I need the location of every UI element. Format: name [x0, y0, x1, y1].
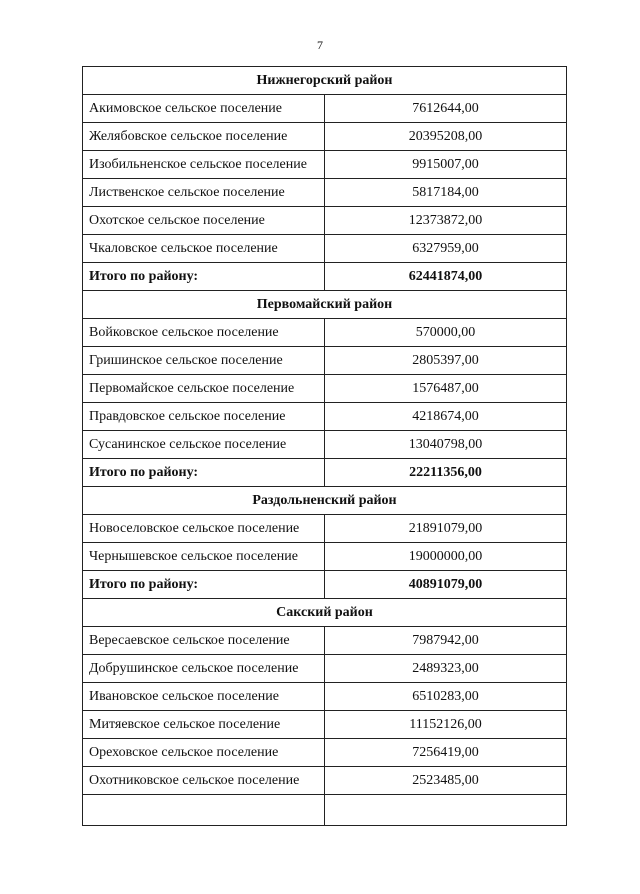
district-header: [83, 291, 567, 319]
settlement-name: Ореховское сельское поселение: [83, 739, 325, 767]
settlement-amount: 5817184,00: [325, 179, 567, 207]
settlement-name: Чкаловское сельское поселение: [83, 235, 325, 263]
settlement-name: Охотниковское сельское поселение: [83, 767, 325, 795]
table-row: [83, 431, 567, 459]
total-amount: 40891079,00: [325, 571, 567, 599]
settlement-amount: 2805397,00: [325, 347, 567, 375]
settlement-amount: 4218674,00: [325, 403, 567, 431]
settlement-amount: 12373872,00: [325, 207, 567, 235]
settlement-amount: 20395208,00: [325, 123, 567, 151]
settlement-name: Гришинское сельское поселение: [83, 347, 325, 375]
total-label: Итого по району:: [83, 459, 325, 487]
settlement-name: Изобильненское сельское поселение: [83, 151, 325, 179]
table-row: [83, 403, 567, 431]
settlement-name: Вересаевское сельское поселение: [83, 627, 325, 655]
total-label: Итого по району:: [83, 263, 325, 291]
table-row: [83, 123, 567, 151]
settlement-name: Ивановское сельское поселение: [83, 683, 325, 711]
district-title: Первомайский район: [83, 291, 567, 319]
table-row: [83, 627, 567, 655]
budget-table: [82, 66, 567, 826]
table-row: [83, 347, 567, 375]
district-title: Раздольненский район: [83, 487, 567, 515]
district-total-row: [83, 459, 567, 487]
blank-cell: [325, 795, 567, 826]
settlement-name: Войковское сельское поселение: [83, 319, 325, 347]
settlement-name: Новоселовское сельское поселение: [83, 515, 325, 543]
settlement-amount: 11152126,00: [325, 711, 567, 739]
total-amount: 62441874,00: [325, 263, 567, 291]
settlement-amount: 570000,00: [325, 319, 567, 347]
total-label: Итого по району:: [83, 571, 325, 599]
district-header: [83, 599, 567, 627]
blank-cell: [83, 795, 325, 826]
settlement-name: Правдовское сельское поселение: [83, 403, 325, 431]
district-total-row: [83, 263, 567, 291]
settlement-name: Чернышевское сельское поселение: [83, 543, 325, 571]
settlement-name: Митяевское сельское поселение: [83, 711, 325, 739]
page-number: 7: [317, 38, 323, 52]
settlement-amount: 1576487,00: [325, 375, 567, 403]
settlement-name: Акимовское сельское поселение: [83, 95, 325, 123]
table-row: [83, 95, 567, 123]
table-row: [83, 319, 567, 347]
settlement-amount: 13040798,00: [325, 431, 567, 459]
settlement-amount: 6327959,00: [325, 235, 567, 263]
settlement-name: Желябовское сельское поселение: [83, 123, 325, 151]
settlement-amount: 19000000,00: [325, 543, 567, 571]
settlement-amount: 2523485,00: [325, 767, 567, 795]
table-row: [83, 655, 567, 683]
table-row: [83, 207, 567, 235]
settlement-amount: 7612644,00: [325, 95, 567, 123]
settlement-amount: 9915007,00: [325, 151, 567, 179]
table-row: [83, 683, 567, 711]
total-amount: 22211356,00: [325, 459, 567, 487]
blank-row: [83, 795, 567, 826]
district-title: Нижнегорский район: [83, 67, 567, 95]
table-row: [83, 151, 567, 179]
table-row: [83, 711, 567, 739]
settlement-name: Сусанинское сельское поселение: [83, 431, 325, 459]
table-row: [83, 179, 567, 207]
settlement-amount: 2489323,00: [325, 655, 567, 683]
table-row: [83, 375, 567, 403]
district-title: Сакский район: [83, 599, 567, 627]
settlement-amount: 7256419,00: [325, 739, 567, 767]
settlement-amount: 21891079,00: [325, 515, 567, 543]
settlement-name: Лиственское сельское поселение: [83, 179, 325, 207]
table-row: [83, 515, 567, 543]
table-row: [83, 543, 567, 571]
settlement-name: Охотское сельское поселение: [83, 207, 325, 235]
table-row: [83, 767, 567, 795]
table-row: [83, 739, 567, 767]
table-row: [83, 235, 567, 263]
settlement-name: Первомайское сельское поселение: [83, 375, 325, 403]
settlement-amount: 6510283,00: [325, 683, 567, 711]
settlement-name: Добрушинское сельское поселение: [83, 655, 325, 683]
district-total-row: [83, 571, 567, 599]
district-header: [83, 487, 567, 515]
settlement-amount: 7987942,00: [325, 627, 567, 655]
district-header: [83, 67, 567, 95]
